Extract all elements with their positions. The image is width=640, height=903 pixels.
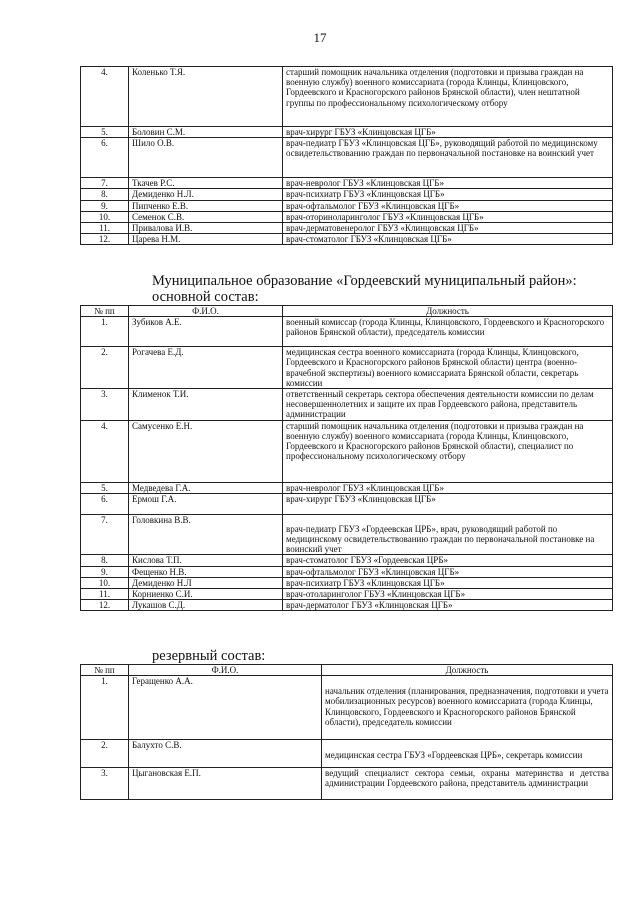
table-row [81, 577, 613, 588]
table-row [81, 676, 613, 740]
row-position: врач-психиатр ГБУЗ «Клинцовская ЦГБ» [283, 577, 613, 588]
municipality-heading: Муниципальное образование «Гордеевский муниципальный район»: [152, 273, 577, 289]
header-num: № пп [81, 665, 129, 676]
reserve-composition-heading: резервный состав: [152, 648, 266, 664]
row-position: врач-стоматолог ГБУЗ «Гордеевская ЦРБ» [283, 555, 613, 566]
row-number: 8. [81, 555, 129, 566]
reserve-composition-table [80, 664, 613, 800]
row-name: Демиденко Н.Л [129, 577, 283, 588]
table-header-row [81, 306, 613, 317]
row-number: 9. [81, 200, 129, 211]
row-name: Кислова Т.П. [129, 555, 283, 566]
row-name: Пипченко Е.В. [129, 200, 283, 211]
row-position: военный комиссар (города Клинцы, Клинцовского, Гордеевского и Красногорского районов Брянской области), председатель комиссии [283, 317, 613, 347]
table-header-row [81, 665, 613, 676]
row-number: 9. [81, 566, 129, 577]
row-name: Корниенко С.И. [129, 589, 283, 600]
table-row [81, 420, 613, 482]
row-number: 7. [81, 514, 129, 555]
header-num: № пп [81, 306, 129, 317]
row-position: врач-хирург ГБУЗ «Клинцовская ЦГБ» [283, 127, 613, 138]
table-row [81, 317, 613, 347]
row-number: 5. [81, 482, 129, 493]
row-position: старший помощник начальника отделения (подготовки и призыва граждан на военную службу) военного комиссариата (города Клинцы, Клинцовского, Гордеевского и Красногорского районов Брянской области), специалист по профессиональному психологическому отбору [283, 420, 613, 482]
row-number: 5. [81, 127, 129, 138]
header-position: Должность [322, 665, 613, 676]
row-name: Семенок С.В. [129, 211, 283, 222]
table-row [81, 514, 613, 555]
table-row [81, 200, 613, 211]
table-row [81, 589, 613, 600]
row-name: Геращенко А.А. [129, 676, 322, 740]
row-position: врач-педиатр ГБУЗ «Гордеевская ЦРБ», врач, руководящий работой по медицинскому освидетельствованию граждан по первоначальной постановке на воинский учет [283, 514, 613, 555]
table-row [81, 189, 613, 200]
row-number: 1. [81, 317, 129, 347]
row-name: Ермош Г.А. [129, 493, 283, 514]
row-name: Самусенко Е.Н. [129, 420, 283, 482]
table-row [81, 178, 613, 189]
row-position: врач-стоматолог ГБУЗ «Клинцовская ЦГБ» [283, 234, 613, 245]
row-name: Медведева Г.А. [129, 482, 283, 493]
row-name: Рогачева Е.Д. [129, 347, 283, 389]
table-row [81, 768, 613, 800]
row-position: медицинская сестра ГБУЗ «Гордеевская ЦРБ», секретарь комиссии [322, 740, 613, 768]
table-row [81, 493, 613, 514]
header-name: Ф.И.О. [129, 665, 322, 676]
row-number: 6. [81, 138, 129, 178]
row-name: Клименок Т.И. [129, 389, 283, 421]
row-name: Коленько Т.Я. [129, 67, 283, 127]
row-name: Цыгановская Е.П. [129, 768, 322, 800]
row-number: 4. [81, 420, 129, 482]
row-number: 2. [81, 740, 129, 768]
continuation-table [80, 66, 613, 245]
row-number: 1. [81, 676, 129, 740]
row-position: врач-психиатр ГБУЗ «Клинцовская ЦГБ» [283, 189, 613, 200]
table-row [81, 555, 613, 566]
page-number: 17 [313, 30, 327, 45]
row-number: 8. [81, 189, 129, 200]
main-composition-heading: основной состав: [152, 289, 259, 305]
table-row [81, 566, 613, 577]
row-name: Фещенко Н.В. [129, 566, 283, 577]
row-position: старший помощник начальника отделения (подготовки и призыва граждан на военную службу) военного комиссариата (города Клинцы, Клинцовского, Гордеевского и Красногорского районов Брянской области), член нештатной группы по профессиональному психологическому отбору [283, 67, 613, 127]
table-row [81, 389, 613, 421]
table-row [81, 67, 613, 127]
row-number: 11. [81, 589, 129, 600]
row-number: 3. [81, 389, 129, 421]
row-position: ведущий специалист сектора семьи, охраны материнства и детства администрации Гордеевского района, представитель администрации [322, 768, 613, 800]
row-position: начальник отделения (планирования, предназначения, подготовки и учета мобилизационных ресурсов) военного комиссариата (города Клинцы, Клинцовского, Гордеевского и Красногорского районов Брянской области), председатель комиссии [322, 676, 613, 740]
table-row [81, 740, 613, 768]
row-position: врач-офтальмолог ГБУЗ «Клинцовская ЦГБ» [283, 566, 613, 577]
row-position: врач-педиатр ГБУЗ «Клинцовская ЦГБ», руководящий работой по медицинскому освидетельствованию граждан по первоначальной постановке на воинский учет [283, 138, 613, 178]
row-number: 7. [81, 178, 129, 189]
row-position: врач-невролог ГБУЗ «Клинцовская ЦГБ» [283, 482, 613, 493]
row-position: врач-невролог ГБУЗ «Клинцовская ЦГБ» [283, 178, 613, 189]
row-position: врач-отоларинголог ГБУЗ «Клинцовская ЦГБ» [283, 589, 613, 600]
table-row [81, 127, 613, 138]
row-number: 12. [81, 600, 129, 611]
row-name: Привалова И.В. [129, 223, 283, 234]
row-name: Зубиков А.Е. [129, 317, 283, 347]
row-number: 12. [81, 234, 129, 245]
row-number: 3. [81, 768, 129, 800]
row-position: врач-оториноларинголог ГБУЗ «Клинцовская ЦГБ» [283, 211, 613, 222]
table-row [81, 138, 613, 178]
header-name: Ф.И.О. [129, 306, 283, 317]
row-name: Царева Н.М. [129, 234, 283, 245]
table-row [81, 234, 613, 245]
row-position: врач-дерматолог ГБУЗ «Клинцовская ЦГБ» [283, 600, 613, 611]
row-number: 4. [81, 67, 129, 127]
row-name: Лукашов С.Д. [129, 600, 283, 611]
row-position: врач-дерматовенеролог ГБУЗ «Клинцовская ЦГБ» [283, 223, 613, 234]
table-row [81, 482, 613, 493]
row-name: Демиденко Н.Л. [129, 189, 283, 200]
row-position: врач-хирург ГБУЗ «Клинцовская ЦГБ» [283, 493, 613, 514]
row-number: 10. [81, 577, 129, 588]
table-row [81, 600, 613, 611]
row-number: 6. [81, 493, 129, 514]
row-name: Боловин С.М. [129, 127, 283, 138]
header-position: Должность [283, 306, 613, 317]
main-composition-table [80, 305, 613, 611]
row-number: 10. [81, 211, 129, 222]
row-position: медицинская сестра военного комиссариата (города Клинцы, Клинцовского, Гордеевского и Красногорского районов Брянской области) центра (военно-врачебной экспертизы) военного комиссариата Брянской области, секретарь комиссии [283, 347, 613, 389]
row-name: Балухто С.В. [129, 740, 322, 768]
row-name: Шило О.В. [129, 138, 283, 178]
row-position: ответственный секретарь сектора обеспечения деятельности комиссии по делам несовершеннолетних и защите их прав Гордеевского района, представитель администрации [283, 389, 613, 421]
table-row [81, 223, 613, 234]
table-row [81, 347, 613, 389]
table-row [81, 211, 613, 222]
row-number: 11. [81, 223, 129, 234]
row-number: 2. [81, 347, 129, 389]
row-position: врач-офтальмолог ГБУЗ «Клинцовская ЦГБ» [283, 200, 613, 211]
row-name: Головкина В.В. [129, 514, 283, 555]
row-name: Ткачев Р.С. [129, 178, 283, 189]
